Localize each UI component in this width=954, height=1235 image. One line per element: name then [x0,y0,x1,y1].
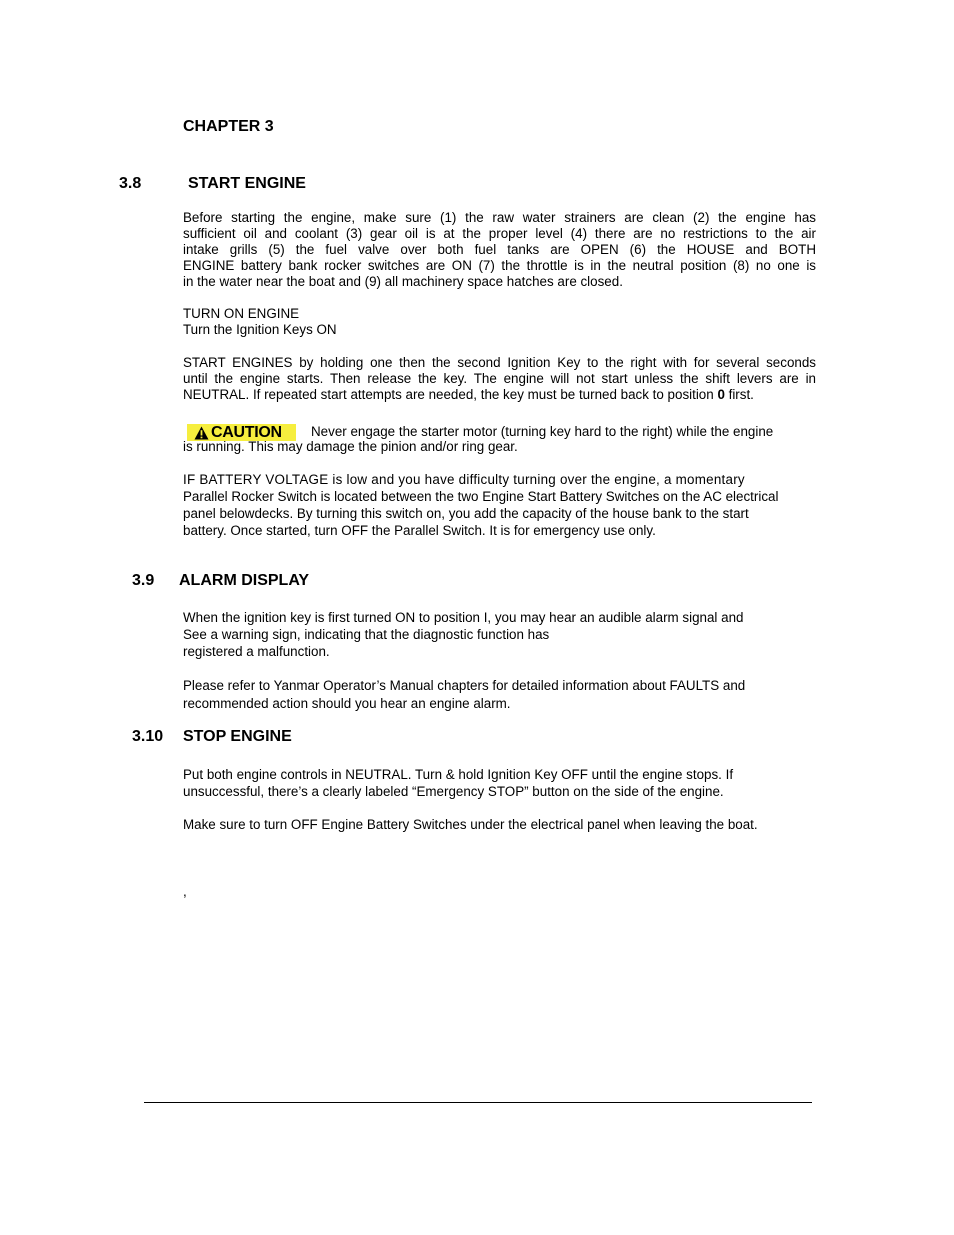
section-title-stop-engine: STOP ENGINE [183,728,292,745]
alarm-line: registered a malfunction. [183,644,330,659]
turn-on-block [183,306,816,338]
section-title-alarm-display: ALARM DISPLAY [179,572,310,589]
turn-on-line: Turn the Ignition Keys ON [183,322,337,337]
start-last-suffix: first. [724,387,754,402]
start-last-prefix: NEUTRAL. If repeated start attempts are needed, the key must be turned back to position [183,387,718,402]
start-line: START ENGINES by holding one then the second Ignition Key to the right with for several seconds [183,355,816,370]
refer-paragraph [183,677,816,713]
start-line: until the engine starts. Then release the key. The engine will not start unless the shift levers are in [183,371,816,386]
chapter-heading: CHAPTER 3 [183,118,274,135]
intro-line: in the water near the boat and (9) all machinery space hatches are closed. [183,274,623,289]
position-zero: 0 [717,387,725,402]
stop-line: unsuccessful, there’s a clearly labeled “Emergency STOP” button on the side of the engine. [183,784,724,799]
intro-line: ENGINE battery bank rocker switches are ON (7) the throttle is in the neutral position (8) no one is [183,258,816,273]
stop-final-line: Make sure to turn OFF Engine Battery Switches under the electrical panel when leaving the boat. [183,817,758,832]
battery-line: IF BATTERY VOLTAGE is low and you have difficulty turning over the engine, a momentary [183,472,745,487]
warning-triangle-icon [187,426,211,440]
intro-line: sufficient oil and coolant (3) gear oil is at the proper level (4) there are no restrictions to the air [183,226,816,241]
intro-line: intake grills (5) the fuel valve over both fuel tanks are OPEN (6) the HOUSE and BOTH [183,242,816,257]
alarm-paragraph [183,609,816,660]
section-number-3-9: 3.9 [132,572,155,589]
battery-line: Parallel Rocker Switch is located between the two Engine Start Battery Switches on the AC electrical [183,489,779,504]
start-intro-paragraph [183,210,816,290]
section-number-3-8: 3.8 [119,175,142,192]
footer-rule [144,1102,812,1103]
stray-mark: , [183,884,187,899]
battery-paragraph [183,472,816,539]
caution-label: CAUTION [211,424,282,441]
battery-line: battery. Once started, turn OFF the Parallel Switch. It is for emergency use only. [183,523,656,538]
stop-line: Put both engine controls in NEUTRAL. Turn & hold Ignition Key OFF until the engine stops. If [183,767,734,782]
section-title-start-engine: START ENGINE [188,175,306,192]
intro-line: Before starting the engine, make sure (1) the raw water strainers are clean (2) the engine has [183,210,816,225]
alarm-line: See a warning sign, indicating that the diagnostic function has [183,627,550,642]
caution-line-1: Never engage the starter motor (turning key hard to the right) while the engine [311,424,774,439]
start-line-last [183,387,816,403]
alarm-line: When the ignition key is first turned ON to position I, you may hear an audible alarm signal and [183,610,744,625]
turn-on-heading: TURN ON ENGINE [183,306,300,321]
battery-line: panel belowdecks. By turning this switch on, you add the capacity of the house bank to the start [183,506,749,521]
start-engines-paragraph [183,355,816,403]
refer-line: recommended action should you hear an engine alarm. [183,696,511,711]
caution-line-2: is running. This may damage the pinion and/or ring gear. [183,439,518,454]
refer-line: Please refer to Yanmar Operator’s Manual chapters for detailed information about FAULTS and [183,678,746,693]
section-number-3-10: 3.10 [132,728,164,745]
stop-paragraph [183,766,816,800]
